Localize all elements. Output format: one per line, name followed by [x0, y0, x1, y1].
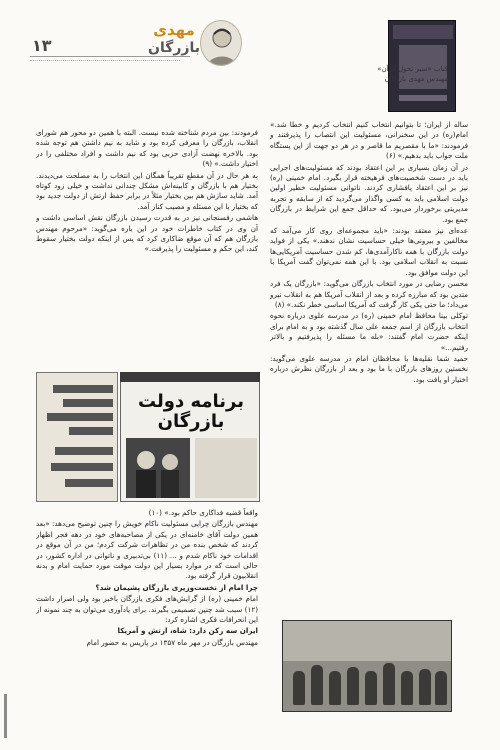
article-paragraph: محسن رضایی در مورد انتخاب بازرگان می‌گوید: «بازرگان یک فرد متدین بود که مبارزه کرده و بعد از انقلاب آمریکا هم به انقلاب نیرو می‌داد؛ ما حتی یکی کار گرفت که آمریکا اساسی خطر نکند.» (۸) — [270, 279, 468, 309]
newspaper-masthead — [120, 372, 260, 382]
newspaper-side-clipping — [36, 372, 118, 502]
article-paragraph: به هر حال در آن مقطع تقریباً همگان این انتخاب را به مصلحت می‌دیدند. بختیار هم با بازرگان و کابینه‌اش مشکل چندانی نداشت و خیلی زود کوتاه آمد. شاید سازش هم بین بختیار مثلاً در برابر حفظ ارتش از دولت جدید بود که بختیار با این مسئله و مصیب کنار آمد. — [36, 170, 258, 211]
article-paragraph: امام خمینی (ره) از گرایش‌های فکری بازرگان باخبر بود ولی اصرار داشت (۱۲) سبب شد چنین تصمیمی بگیرند. برای یادآوری می‌توان به چند نمونه از این انحرافات فکری اشاره کرد: — [36, 594, 258, 625]
section-heading: چرا امام از نخست‌وزیری بازرگان پشیمان شد؟ — [95, 582, 258, 592]
article-paragraph: ساله از ایران؛ تا بتوانیم انتخاب کنیم انتخاب کردیم و خطا شد.» امام(ره) در این سخنرانی، مسئولیت این انتصاب را پذیرفتند و فرمودند: «ما با مقصریم ما قاصر و در هر دو جهت از این پستگاه ملت جواب باید بدهیم.» (۶) — [270, 120, 468, 161]
newspaper-headline: برنامه دولت بازرگان — [137, 391, 245, 432]
header-title-last: بازرگان — [148, 40, 200, 56]
book-caption-line: مهندس مهدی بازرگان — [384, 75, 448, 83]
page-number: ۱۳ — [32, 36, 52, 55]
article-column-left-top — [36, 128, 258, 368]
header-dotted-rule — [30, 60, 180, 61]
article-paragraph: مهندس بازرگان در مهر ماه ۱۳۵۷ در پاریس به حضور امام — [86, 637, 258, 647]
article-paragraph: حمید شما نقلیه‌ها با محافظان امام در مدرسه علوی می‌گوید: نخستین روزهای بازرگان با ما بود و بعد از بازرگان نظرش درباره اختیار او یافت بود. — [270, 353, 468, 384]
article-paragraph: در آن زمان بسیاری بر این اعتقاد بودند که مسئولیت‌های اجرایی باید در دست شخصیت‌های فرهیخته قرار بگیرد. امام خمینی (ره) نیز بر این اعتقاد پافشاری کردند. ناتوانی مسئولیت خطیر اولین دولت اسلامی باید به کسی واگذار می‌گردید که از سابقه و تجربه مدیریتی برخوردار می‌بود. که حداقل جمع این شرایط در بازرگان جمع بود. — [270, 162, 468, 224]
article-paragraph: فرمودند: بین مردم شناخته شده نیست. البته با همین دو محور هم شورای انقلاب، بازرگان را معرفی کرده بود و شاید به نیم داشتن هم توجه شده بود. بالاخره نهضت آزادی حزبی بود که نیم داشت و افراد مختلفی را در اختیار داشت.» (۹) — [36, 128, 258, 169]
margin-logo-mark — [4, 694, 18, 738]
portrait-sketch — [200, 20, 242, 66]
section-heading: ایران سه رکن دارد: شاه، ارتش و آمریکا — [117, 626, 258, 636]
article-column-left-bottom — [36, 508, 258, 733]
article-paragraph: عده‌ای نیز معتقد بودند: «باید مجموعه‌ای روی کار می‌آمد که مخالفین و بیرونی‌ها خیلی حساسیت نشان ندهند.» یکی از فواید دولت بازرگان با همه ناکارآمدی‌ها، کم شدن حساسیت آمریکایی‌ها نسبت به انقلاب اسلامی بود. با این همه نمی‌توان گفت آمریکا با این دولت موافق بود. — [270, 226, 468, 277]
article-paragraph: مهندس بازرگان چرایی مسئولیت ناکام خویش را چنین توضیح می‌دهد: «بعد همین دولت آقای خامنه‌ای در یکی از مصاحبه‌های خود در دهه فجر اظهار کردند که شخص بنده من در تظاهرات شرکت کردم؛ من در آن موقع در اقدامات خود ناکام شدم و ... (۱۱) بی‌تدبیری و ناتوانی در اداره کشور، در حالی است که در موارد بسیار این دولت موقت مورد حمایت امام و بدنه انقلابیون قرار گرفته بود. — [36, 519, 258, 581]
article-paragraph: هاشمی رفسنجانی نیز در به قدرت رسیدن بازرگان نقش اساسی داشت و آن وی در کتاب خاطرات خود در این باره می‌گوید: «مرحوم مهندس بازرگان هم که آن موقع ضاکاری کرد که پس از اینکه دولت بختیار سقوط کند، این حکم و مسئولیت را پذیرفت.» — [36, 213, 258, 254]
header-title — [148, 22, 200, 57]
article-paragraph: توکلی بینا محافظ امام خمینی (ره) در مدرسه علوی درباره نحوه انتخاب بازرگان از اسم جمعه علی سال گذشته بود و به امام برای اینکه حضرت امام گفتند: «بله ما مسئله را پذیرفتیم و بالاتر رفتیم...» — [270, 311, 468, 352]
header-title-first: مهدی — [153, 21, 195, 39]
article-paragraph: واقعاً قضیه فداکاری حاکم بود.» (۱۰) — [148, 508, 258, 517]
book-caption-line: کتاب «سیر تحول قرآن» — [377, 65, 448, 73]
group-photo — [282, 620, 452, 712]
article-column-right — [270, 120, 468, 608]
book-caption — [330, 64, 448, 84]
newspaper-photo — [126, 438, 190, 498]
newspaper-text-block — [195, 438, 257, 498]
